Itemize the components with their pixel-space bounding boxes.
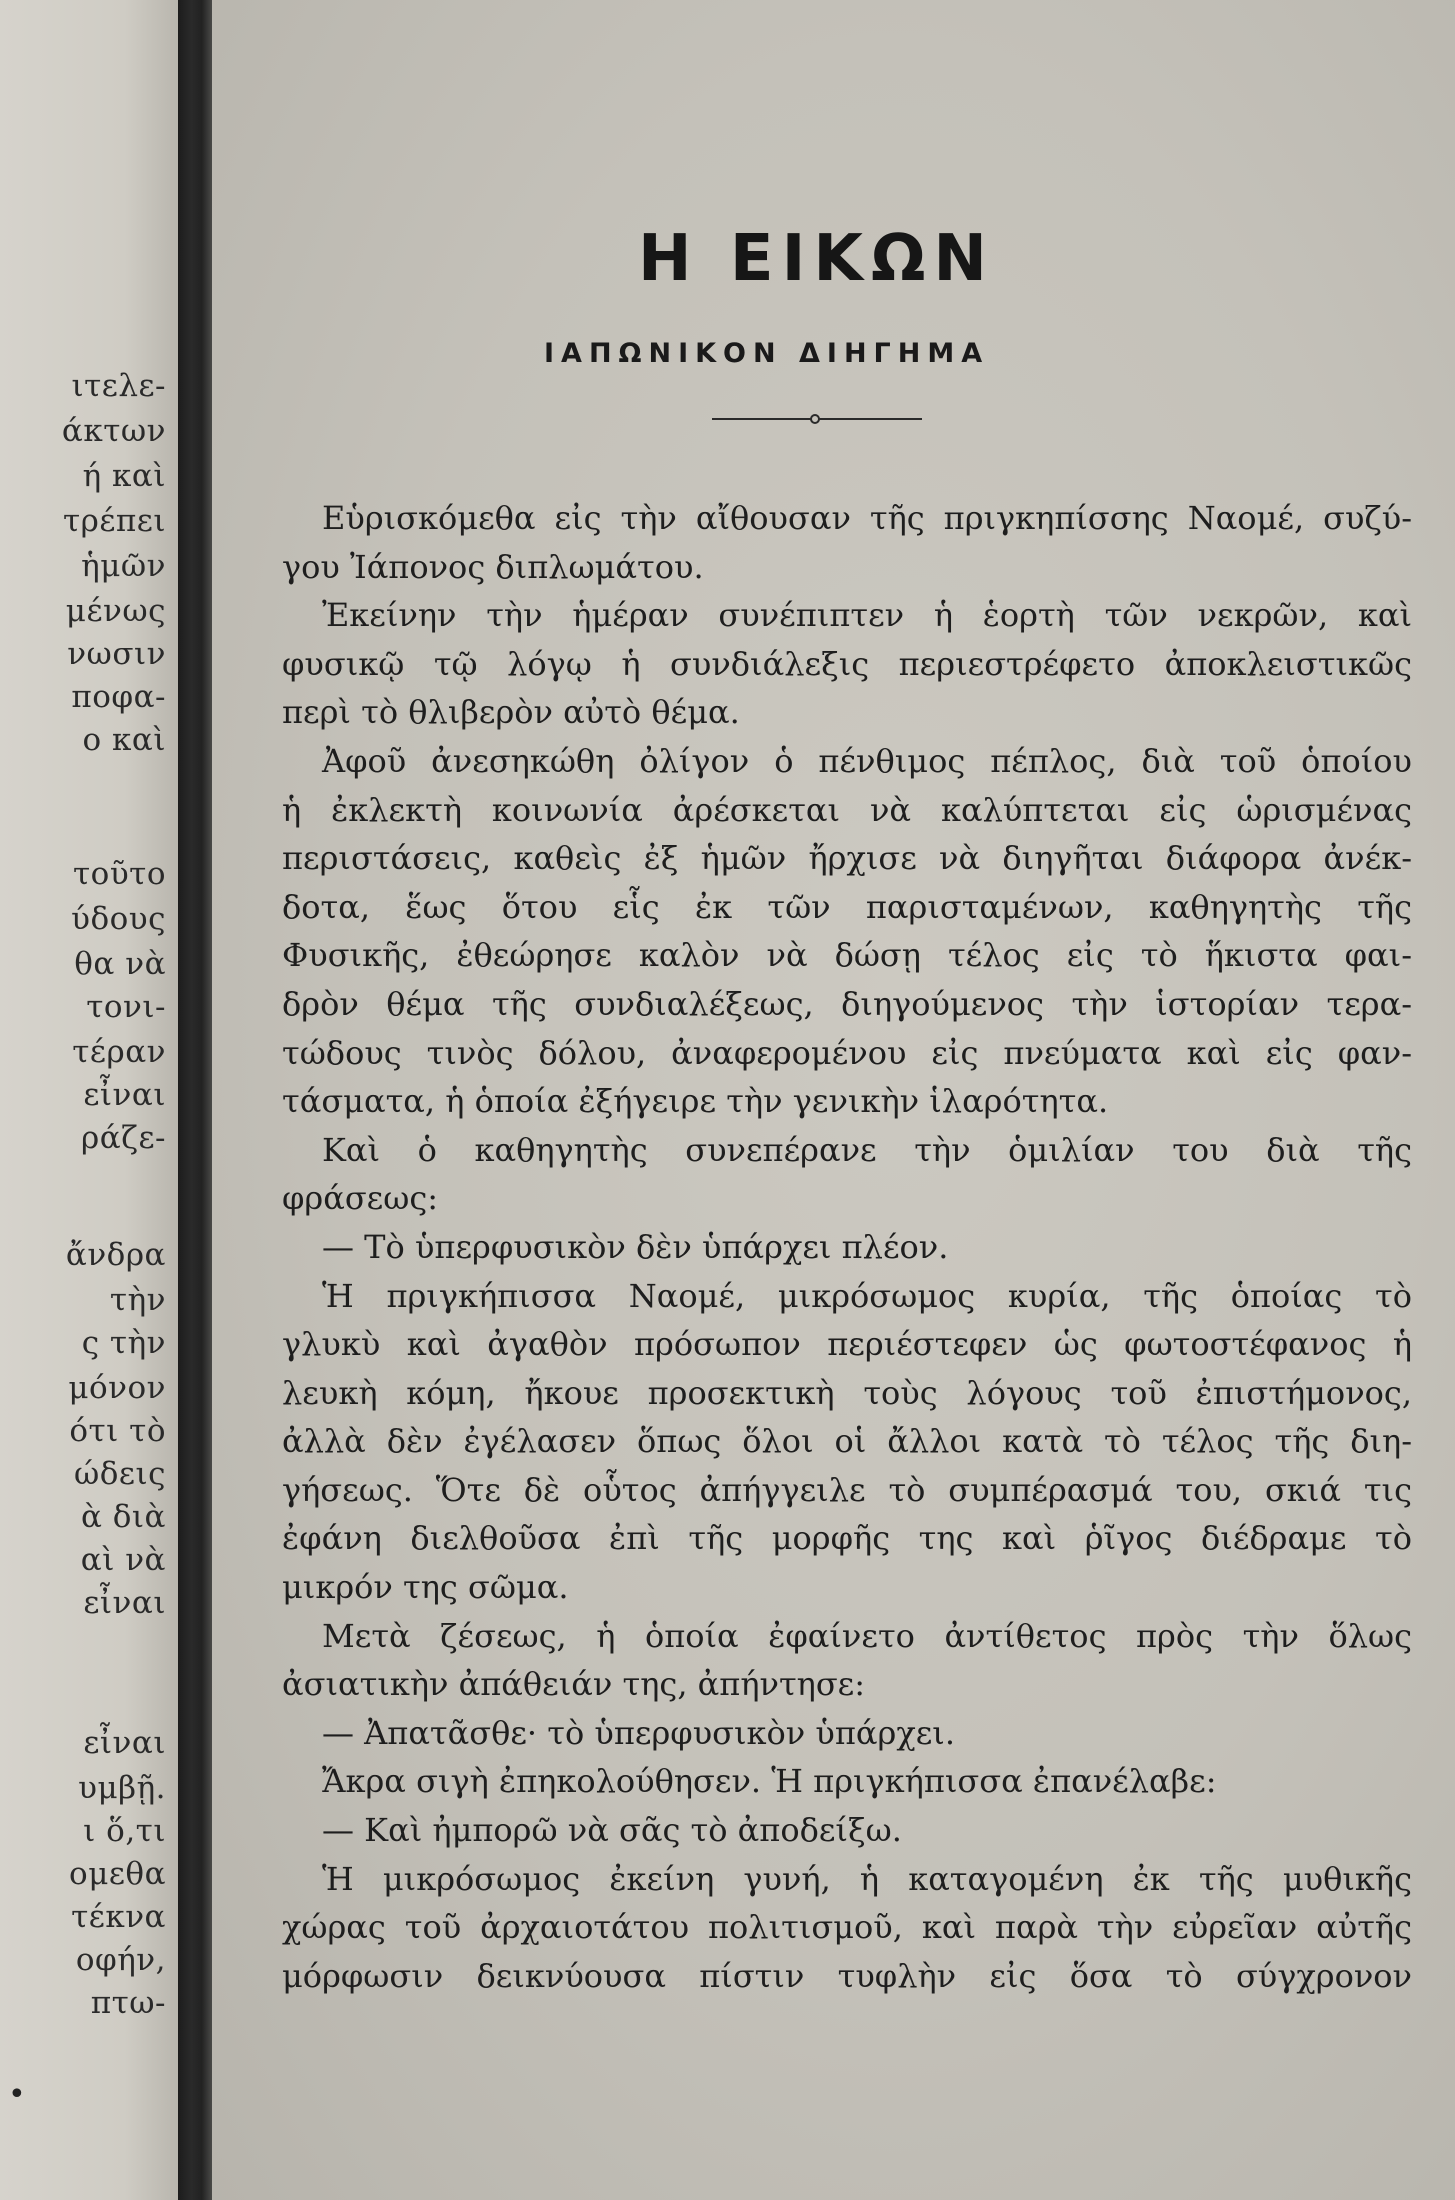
- text-line: ἀσιατικὴν ἀπάθειάν της, ἀπήντησε:: [282, 1665, 866, 1704]
- left-fragment: ράζε-: [81, 1120, 166, 1156]
- text-line: δρὸν θέμα τῆς συνδιαλέξεως, διηγούμενος τὴν ἱστορίαν τερα-: [282, 984, 1412, 1023]
- text-line: μικρόν της σῶμα.: [282, 1568, 569, 1607]
- text-line: Ἀφοῦ ἀνεσηκώθη ὀλίγον ὁ πένθιμος πέπλος, διὰ τοῦ ὁποίου: [322, 741, 1412, 780]
- text-line: περιστάσεις, καθεὶς ἐξ ἡμῶν ἤρχισε νὰ διηγῆται διάφορα ἀνέκ-: [282, 839, 1412, 878]
- text-line: τάσματα, ἡ ὁποία ἐξήγειρε τὴν γενικὴν ἱλαρότητα.: [282, 1082, 1109, 1121]
- book-gutter: [178, 0, 212, 2200]
- left-fragment: ποφα-: [71, 679, 166, 715]
- left-fragment: εἶναι: [83, 1077, 166, 1113]
- left-fragment: ή καὶ: [82, 458, 166, 494]
- left-fragment: ἡμῶν: [81, 548, 166, 584]
- left-fragment: εἶναι: [83, 1725, 166, 1761]
- left-fragment: ύδους: [71, 901, 166, 937]
- text-line: μόρφωσιν δεικνύουσα πίστιν τυφλὴν εἰς ὅσα τὸ σύγχρονον: [282, 1956, 1412, 1995]
- dialogue-line: — Ἀπατᾶσθε· τὸ ὑπερφυσικὸν ὑπάρχει.: [322, 1713, 956, 1752]
- text-line: Εὑρισκόμεθα εἰς τὴν αἴθουσαν τῆς πριγκηπίσσης Ναομέ, συζύ-: [322, 499, 1412, 537]
- text-line: γλυκὺ καὶ ἀγαθὸν πρόσωπον περιέστεφεν ὡς φωτοστέφανος ἡ: [282, 1325, 1412, 1364]
- ornament-divider: [712, 418, 922, 420]
- text-line: φυσικῷ τῷ λόγῳ ἡ συνδιάλεξις περιεστρέφετο ἀποκλειστικῶς: [282, 644, 1412, 683]
- text-line: ἡ ἐκλεκτὴ κοινωνία ἀρέσκεται νὰ καλύπτεται εἰς ὡρισμένας: [282, 790, 1412, 829]
- left-fragment: μόνον: [68, 1370, 166, 1406]
- article-subtitle: ΙΑΠΩΝΙΚΟΝ ΔΙΗΓΗΜΑ: [544, 338, 990, 369]
- text-line: τώδους τινὸς δόλου, ἀναφερομένου εἰς πνεύματα καὶ εἰς φαν-: [282, 1033, 1412, 1072]
- left-fragment: άκτων: [61, 413, 166, 449]
- left-fragment: ς τὴν: [81, 1325, 166, 1361]
- text-line: χώρας τοῦ ἀρχαιοτάτου πολιτισμοῦ, καὶ παρὰ τὴν εὐρεῖαν αὐτῆς: [282, 1908, 1412, 1947]
- text-line: φράσεως:: [282, 1179, 439, 1218]
- left-fragment: μένως: [65, 593, 166, 629]
- left-fragment: θα νὰ: [74, 946, 166, 982]
- left-fragment: τέκνα: [71, 1899, 166, 1935]
- left-fragment: ο καὶ: [82, 722, 166, 758]
- text-line: Ἐκείνην τὴν ἡμέραν συνέπιπτεν ἡ ἑορτὴ τῶν νεκρῶν, καὶ: [322, 596, 1412, 635]
- text-line: λευκὴ κόμη, ἤκουε προσεκτικὴ τοὺς λόγους τοῦ ἐπιστήμονος,: [282, 1373, 1412, 1412]
- text-line: Φυσικῆς, ἐθεώρησε καλὸν νὰ δώσῃ τέλος εἰς τὸ ἥκιστα φαι-: [282, 936, 1412, 975]
- left-fragment: υμβῇ.: [78, 1770, 166, 1806]
- left-fragment: νωσιν: [67, 636, 166, 672]
- article-title: Η ΕΙΚΩΝ: [638, 222, 995, 296]
- text-line: ἀλλὰ δὲν ἐγέλασεν ὅπως ὅλοι οἱ ἄλλοι κατὰ τὸ τέλος τῆς διη-: [282, 1422, 1412, 1461]
- left-fragment: πτω-: [90, 1985, 166, 2021]
- text-line: δοτα, ἕως ὅτου εἷς ἐκ τῶν παρισταμένων, καθηγητὴς τῆς: [282, 887, 1412, 926]
- left-fragment: εἶναι: [83, 1585, 166, 1621]
- left-fragment: τοῦτο: [73, 856, 166, 892]
- left-fragment: ι ὅ,τι: [83, 1813, 166, 1849]
- margin-mark: •: [8, 2077, 26, 2112]
- text-line: γήσεως. Ὅτε δὲ οὗτος ἀπήγγειλε τὸ συμπέρασμά του, σκιά τις: [282, 1470, 1412, 1509]
- left-fragment: ομεθα: [69, 1856, 166, 1892]
- text-line: Ἄκρα σιγὴ ἐπηκολούθησεν. Ἡ πριγκήπισσα ἐπανέλαβε:: [322, 1762, 1217, 1801]
- left-fragment: ἄνδρα: [65, 1237, 166, 1273]
- dialogue-line: — Καὶ ἠμπορῶ νὰ σᾶς τὸ ἀποδείξω.: [322, 1811, 902, 1850]
- left-page-edge: [0, 0, 178, 2200]
- left-fragment: τὴν: [109, 1282, 166, 1318]
- left-fragment: τέραν: [72, 1034, 166, 1070]
- text-line: γου Ἰάπονος διπλωμάτου.: [282, 547, 704, 586]
- left-fragment: οφήν,: [75, 1942, 166, 1978]
- text-line: περὶ τὸ θλιβερὸν αὐτὸ θέμα.: [282, 693, 740, 732]
- text-line: Μετὰ ζέσεως, ἡ ὁποία ἐφαίνετο ἀντίθετος πρὸς τὴν ὅλως: [322, 1616, 1412, 1655]
- left-fragment: ιτελε-: [71, 368, 166, 404]
- left-fragment: ώδεις: [73, 1456, 166, 1492]
- text-line: ἐφάνη διελθοῦσα ἐπὶ τῆς μορφῆς της καὶ ῥῖγος διέδραμε τὸ: [282, 1519, 1412, 1558]
- article-body: [282, 494, 1412, 2000]
- dialogue-line: — Τὸ ὑπερφυσικὸν δὲν ὑπάρχει πλέον.: [322, 1227, 949, 1266]
- left-fragment: τονι-: [86, 989, 166, 1025]
- left-fragment: τρέπει: [62, 503, 166, 539]
- text-line: Ἡ πριγκήπισσα Ναομέ, μικρόσωμος κυρία, τῆς ὁποίας τὸ: [322, 1276, 1412, 1315]
- left-fragment: ότι τὸ: [69, 1413, 166, 1449]
- main-page: [212, 0, 1455, 2200]
- text-line: Ἡ μικρόσωμος ἐκείνη γυνή, ἡ καταγομένη ἐκ τῆς μυθικῆς: [322, 1859, 1412, 1898]
- left-fragment: ὰ διὰ: [80, 1499, 166, 1535]
- text-line: Καὶ ὁ καθηγητὴς συνεπέρανε τὴν ὁμιλίαν του διὰ τῆς: [322, 1130, 1412, 1169]
- left-fragment: αὶ νὰ: [80, 1542, 166, 1578]
